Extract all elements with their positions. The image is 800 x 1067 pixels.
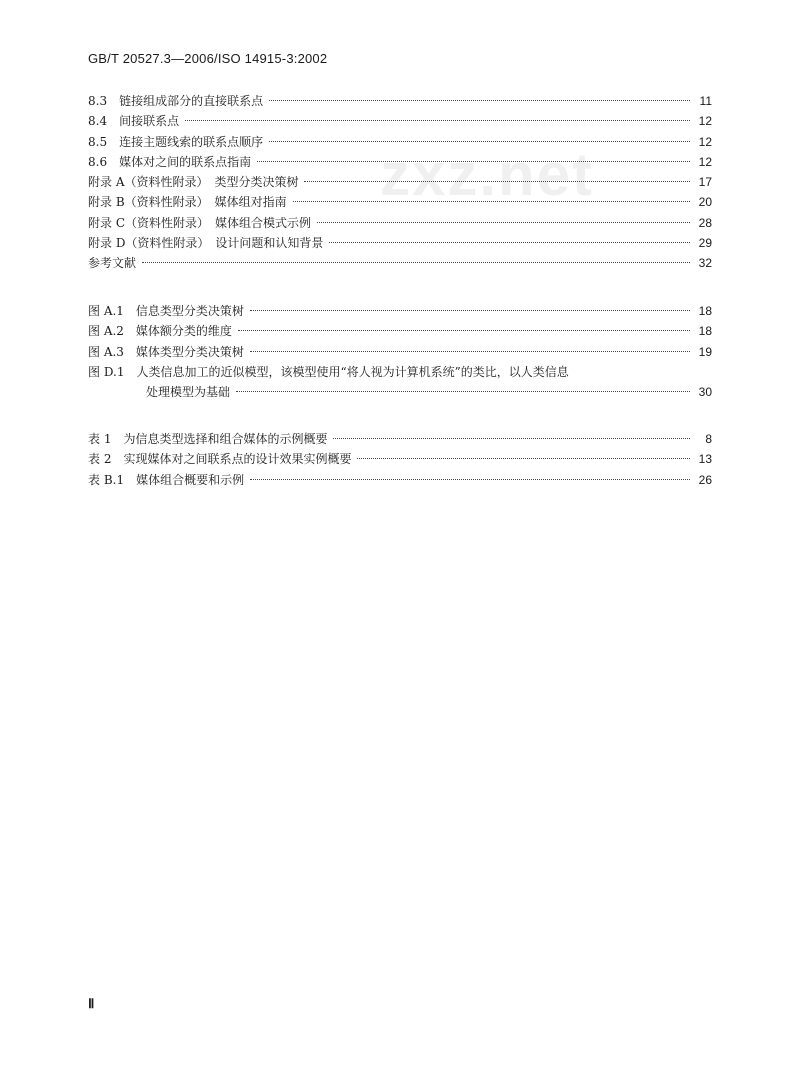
leader-dots: [257, 161, 690, 162]
toc-entry-label: 8.6 媒体对之间的联系点指南: [88, 154, 252, 169]
leader-dots: [329, 242, 690, 243]
watermark: zxz.net: [380, 141, 595, 208]
leader-dots: [250, 310, 690, 311]
toc-entry-label: 8.5 连接主题线索的联系点顺序: [88, 134, 264, 149]
toc-sections: [88, 92, 712, 275]
leader-dots: [250, 351, 690, 352]
toc-page-number: 30: [698, 384, 712, 399]
toc-entry[interactable]: [88, 214, 712, 234]
toc-entry[interactable]: [88, 153, 712, 173]
toc-entry-multiline[interactable]: [88, 363, 712, 403]
toc-entry-label: 附录 D（资料性附录） 设计问题和认知背景: [88, 236, 324, 251]
toc-page-number: 29: [698, 236, 712, 251]
toc-page-number: 19: [698, 344, 712, 359]
toc-page-number: 32: [698, 256, 712, 271]
toc-entry-label: 表 2 实现媒体对之间联系点的设计效果实例概要: [88, 452, 352, 467]
toc-entry-label: 附录 B（资料性附录） 媒体组对指南: [88, 195, 287, 210]
toc-page-number: 11: [699, 94, 712, 108]
toc-figure-number: 图 D.1: [88, 364, 125, 379]
toc-entry[interactable]: [88, 450, 712, 470]
leader-dots: [317, 222, 690, 223]
toc-entry[interactable]: [88, 471, 712, 491]
leader-dots: [269, 100, 690, 101]
leader-dots: [333, 438, 690, 439]
toc-page-number: 26: [698, 472, 712, 487]
toc-page-number: 12: [698, 114, 712, 129]
toc-entry[interactable]: [88, 92, 712, 112]
leader-dots: [142, 262, 690, 263]
toc-entry-label-continued: 处理模型为基础: [146, 384, 231, 399]
toc-page-number: 8: [705, 432, 712, 446]
toc-entry[interactable]: [88, 234, 712, 254]
toc-entry-label: 人类信息加工的近似模型，该模型使用“将人视为计算机系统”的类比，以人类信息: [136, 364, 569, 379]
leader-dots: [236, 391, 690, 392]
toc-entry-label: 8.4 间接联系点: [88, 114, 180, 129]
toc-entry-label: 附录 A（资料性附录） 类型分类决策树: [88, 175, 299, 190]
toc-entry[interactable]: [88, 173, 712, 193]
toc-entry[interactable]: [88, 193, 712, 213]
toc-page-number: 28: [698, 215, 712, 230]
toc-entry[interactable]: [88, 343, 712, 363]
toc-entry[interactable]: [88, 254, 712, 274]
leader-dots: [269, 141, 690, 142]
leader-dots: [250, 479, 690, 480]
toc-entry[interactable]: [88, 302, 712, 322]
toc-entry-label: 表 B.1 媒体组合概要和示例: [88, 472, 245, 487]
toc-entry-label: 图 A.3 媒体类型分类决策树: [88, 344, 244, 359]
leader-dots: [293, 201, 690, 202]
toc-entry[interactable]: [88, 430, 712, 450]
toc-entry[interactable]: [88, 322, 712, 342]
toc-entry[interactable]: [88, 112, 712, 132]
toc-entry-label: 附录 C（资料性附录） 媒体组合模式示例: [88, 215, 311, 230]
toc-tables: [88, 430, 712, 491]
toc-page-number: 20: [698, 195, 712, 210]
toc-entry[interactable]: [88, 133, 712, 153]
toc-page-number: 12: [698, 154, 712, 169]
toc-page-number: 12: [698, 134, 712, 149]
toc-page-number: 18: [698, 324, 712, 339]
toc-entry-label: 8.3 链接组成部分的直接联系点: [88, 94, 264, 108]
toc-page-number: 13: [698, 452, 712, 467]
toc-entry-label: 图 A.2 媒体额分类的维度: [88, 324, 232, 339]
standard-header: GB/T 20527.3—2006/ISO 14915-3:2002: [88, 51, 328, 66]
leader-dots: [238, 330, 690, 331]
toc-figures: [88, 302, 712, 403]
leader-dots: [304, 181, 690, 182]
page-number-roman: Ⅱ: [88, 996, 95, 1011]
leader-dots: [357, 458, 690, 459]
toc-page-number: 18: [698, 304, 712, 318]
toc-entry-label: 表 1 为信息类型选择和组合媒体的示例概要: [88, 432, 328, 446]
toc-entry-label: 图 A.1 信息类型分类决策树: [88, 304, 244, 318]
toc-entry-label: 参考文献: [88, 256, 137, 271]
toc-page-number: 17: [698, 175, 712, 190]
leader-dots: [185, 120, 690, 121]
